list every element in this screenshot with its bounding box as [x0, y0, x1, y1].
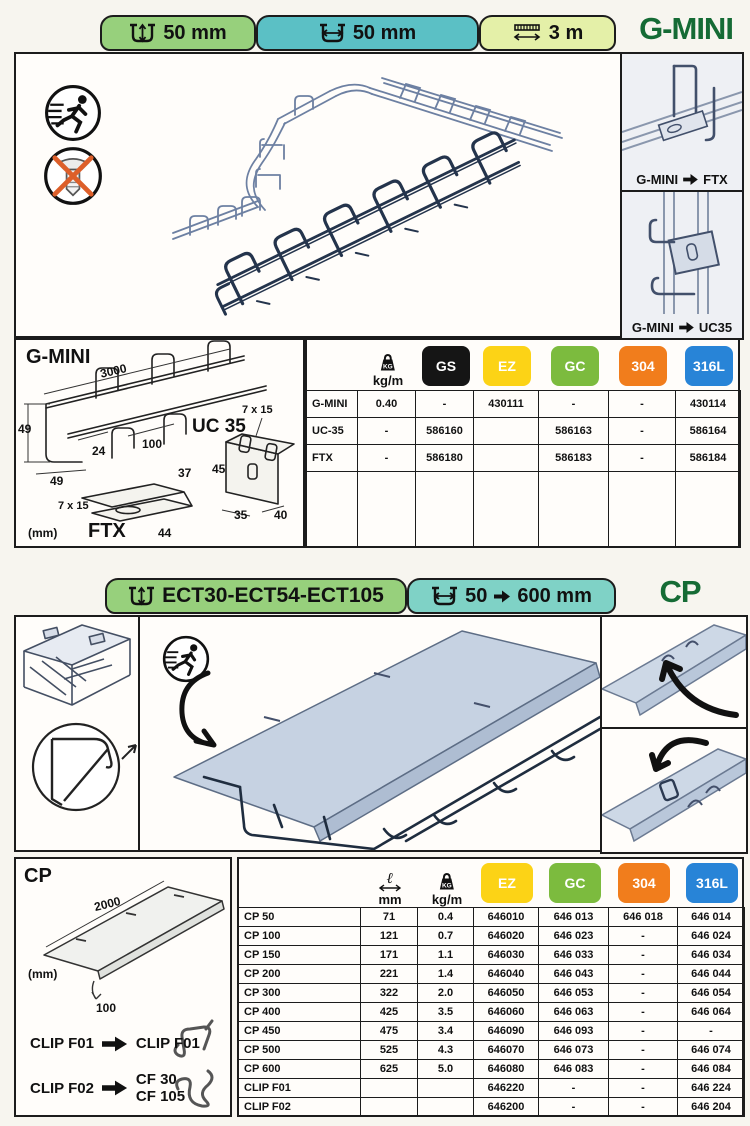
- cp-cover-detail-box: [14, 615, 140, 852]
- part-number-cell: -: [539, 391, 609, 418]
- tray-height-icon: [129, 22, 156, 44]
- table-row: [238, 965, 745, 984]
- cp-parts-table: [237, 857, 744, 1117]
- clip-f02-target-1: CF 30: [135, 1071, 177, 1088]
- material-badge-gc: GC: [551, 346, 599, 386]
- drawing-title: G-MINI: [26, 346, 91, 368]
- cp-clip-step1-box: [600, 615, 748, 729]
- part-number-cell: -: [416, 391, 474, 418]
- part-number-cell: -: [358, 418, 416, 445]
- table-row: [238, 1060, 745, 1079]
- part-number-cell: -: [539, 1079, 609, 1098]
- part-number-cell: 646 044: [678, 965, 745, 984]
- part-number-cell: 646220: [474, 1079, 539, 1098]
- part-number-cell: 646 224: [678, 1079, 745, 1098]
- part-number-cell: [474, 418, 539, 445]
- part-number-cell: -: [609, 1098, 678, 1117]
- part-number-cell: -: [678, 1022, 745, 1041]
- part-number-cell: 221: [361, 965, 418, 984]
- cp-clip-step2-drawing: [602, 729, 746, 852]
- part-number-cell: -: [609, 418, 676, 445]
- uc35-hole-dim: 7 x 15: [242, 404, 273, 416]
- unit-label: (mm): [28, 526, 58, 540]
- kg-header-label: kg/m: [431, 892, 463, 907]
- row-label: CP 200: [238, 965, 361, 984]
- cp-clip-step2-box: [600, 727, 748, 854]
- part-number-cell: -: [609, 965, 678, 984]
- material-badge-gc: GC: [549, 863, 601, 903]
- dim-49-left: 49: [18, 422, 32, 436]
- dim-100: 100: [96, 1001, 117, 1015]
- gmini-parts-table: [305, 338, 740, 548]
- row-label: CLIP F01: [238, 1079, 361, 1098]
- part-number-cell: 171: [361, 946, 418, 965]
- part-number-cell: 5.0: [418, 1060, 474, 1079]
- caption-left: G-MINI: [636, 172, 679, 187]
- row-label: UC-35: [306, 418, 358, 445]
- ftx-hole-dim: 7 x 15: [58, 500, 89, 512]
- part-number-cell: 646 013: [539, 908, 609, 927]
- material-badge-gs: GS: [422, 346, 470, 386]
- part-number-cell: 586184: [676, 445, 741, 472]
- part-number-cell: [474, 445, 539, 472]
- arrow-right-icon: [102, 1036, 128, 1052]
- spec-pill-length: [479, 15, 616, 51]
- kg-icon: [377, 352, 399, 373]
- harrow-icon: [378, 884, 402, 892]
- dim-100: 100: [142, 437, 163, 451]
- part-number-cell: 646 024: [678, 927, 745, 946]
- part-number-cell: 646 023: [539, 927, 609, 946]
- cp-cover-tray-drawing: [144, 617, 602, 850]
- clip-f01-label: CLIP F01: [30, 1035, 94, 1052]
- part-number-cell: -: [358, 445, 416, 472]
- part-number-cell: 646 074: [678, 1041, 745, 1060]
- cp-illustration-panel: [14, 615, 744, 852]
- part-number-cell: 646060: [474, 1003, 539, 1022]
- dim-45: 45: [212, 462, 226, 476]
- uc35-label: UC 35: [192, 416, 246, 437]
- part-number-cell: 646 063: [539, 1003, 609, 1022]
- part-number-cell: -: [609, 1003, 678, 1022]
- part-number-cell: 646 014: [678, 908, 745, 927]
- rotate-arrow: [182, 673, 214, 745]
- part-number-cell: 646 018: [609, 908, 678, 927]
- clip-f01-target: CLIP F01: [135, 1035, 200, 1052]
- part-number-cell: 1.4: [418, 965, 474, 984]
- table-row: [238, 984, 745, 1003]
- part-number-cell: 646 084: [678, 1060, 745, 1079]
- gmini-uc35-photo: [622, 192, 742, 338]
- dim-35: 35: [234, 508, 248, 522]
- part-number-cell: 430111: [474, 391, 539, 418]
- svg-text:KG: KG: [442, 882, 452, 890]
- arrow-right-icon: [683, 174, 698, 185]
- gmini-ftx-photo-box: [620, 52, 744, 192]
- part-number-cell: -: [609, 1041, 678, 1060]
- material-badge-316l: 316L: [685, 346, 733, 386]
- table-row: [238, 1022, 745, 1041]
- row-label: CP 50: [238, 908, 361, 927]
- dim-49-bottom: 49: [50, 474, 64, 488]
- unit-label: (mm): [28, 967, 58, 981]
- cp-parts-grid: [237, 907, 745, 1117]
- pill-label: ECT30-ECT54-ECT105: [162, 584, 384, 607]
- cp-section-title: CP: [659, 574, 701, 609]
- caption-right: FTX: [703, 172, 728, 187]
- table-row: [238, 1041, 745, 1060]
- part-number-cell: 322: [361, 984, 418, 1003]
- part-number-cell: 586160: [416, 418, 474, 445]
- row-label: CP 150: [238, 946, 361, 965]
- part-number-cell: 646010: [474, 908, 539, 927]
- part-number-cell: 625: [361, 1060, 418, 1079]
- gmini-uc35-photo-box: [620, 190, 744, 340]
- material-badge-304: 304: [618, 863, 670, 903]
- part-number-cell: 646 033: [539, 946, 609, 965]
- part-number-cell: 2.0: [418, 984, 474, 1003]
- part-number-cell: 0.40: [358, 391, 416, 418]
- part-number-cell: 646200: [474, 1098, 539, 1117]
- ftx-label: FTX: [88, 520, 126, 542]
- part-number-cell: [361, 1098, 418, 1117]
- part-number-cell: -: [609, 984, 678, 1003]
- pill-label: 50 mm: [352, 21, 417, 44]
- part-number-cell: 475: [361, 1022, 418, 1041]
- clip-f02-label: CLIP F02: [30, 1079, 94, 1097]
- spec-pill-width: [256, 15, 479, 51]
- part-number-cell: 71: [361, 908, 418, 927]
- part-number-cell: 0.7: [418, 927, 474, 946]
- gmini-tray-drawing: [90, 57, 620, 335]
- part-number-cell: 586180: [416, 445, 474, 472]
- part-number-cell: [418, 1098, 474, 1117]
- row-label: CLIP F02: [238, 1098, 361, 1117]
- material-badge-316l: 316L: [686, 863, 738, 903]
- dim-2000: 2000: [92, 893, 122, 915]
- table-row: [238, 1079, 745, 1098]
- gmini-section-title: G-MINI: [639, 11, 733, 46]
- part-number-cell: -: [609, 391, 676, 418]
- material-badge-ez: EZ: [481, 863, 533, 903]
- table-row: [306, 418, 741, 445]
- part-number-cell: -: [609, 445, 676, 472]
- caption-right: UC35: [698, 320, 733, 335]
- part-number-cell: 586183: [539, 445, 609, 472]
- length-icon: [512, 23, 542, 43]
- row-label: G-MINI: [306, 391, 358, 418]
- gmini-parts-grid: [305, 390, 741, 548]
- part-number-cell: 646030: [474, 946, 539, 965]
- gmini-ftx-photo: [622, 54, 742, 190]
- table-row: [238, 908, 745, 927]
- empty-row: [306, 472, 741, 548]
- table-row: [238, 1003, 745, 1022]
- arrow-right-icon: [679, 322, 694, 333]
- part-number-cell: 1.1: [418, 946, 474, 965]
- kg-header-label: kg/m: [372, 373, 404, 388]
- part-number-cell: 646 204: [678, 1098, 745, 1117]
- tray-width-icon: [431, 585, 458, 607]
- row-label: CP 600: [238, 1060, 361, 1079]
- clip-f01-row: [30, 1035, 200, 1052]
- table-row: [238, 946, 745, 965]
- arrow-right-icon: [102, 1080, 128, 1096]
- caption-left: G-MINI: [631, 320, 674, 335]
- part-number-cell: 0.4: [418, 908, 474, 927]
- length-header: [378, 861, 402, 907]
- svg-text:KG: KG: [383, 363, 393, 371]
- part-number-cell: 646040: [474, 965, 539, 984]
- part-number-cell: 646 064: [678, 1003, 745, 1022]
- table-row: [306, 391, 741, 418]
- part-number-cell: 646 083: [539, 1060, 609, 1079]
- part-number-cell: -: [609, 927, 678, 946]
- row-label: CP 450: [238, 1022, 361, 1041]
- table-row: [306, 445, 741, 472]
- part-number-cell: -: [609, 1079, 678, 1098]
- row-label: CP 400: [238, 1003, 361, 1022]
- part-number-cell: 646 043: [539, 965, 609, 984]
- part-number-cell: 646090: [474, 1022, 539, 1041]
- part-number-cell: [418, 1079, 474, 1098]
- arrow-right-icon: [494, 590, 510, 603]
- row-label: CP 300: [238, 984, 361, 1003]
- part-number-cell: 646 073: [539, 1041, 609, 1060]
- clip-f02-target-2: CF 105: [135, 1088, 186, 1106]
- mm-header-label: mm: [378, 892, 402, 907]
- part-number-cell: 646 054: [678, 984, 745, 1003]
- part-number-cell: 646070: [474, 1041, 539, 1060]
- gmini-dimension-box: [14, 338, 305, 548]
- pill-label-prefix: 50: [465, 584, 488, 607]
- row-label: CP 100: [238, 927, 361, 946]
- part-number-cell: -: [609, 946, 678, 965]
- length-glyph: ℓ: [386, 869, 394, 887]
- spec-pill-height: [100, 15, 256, 51]
- material-badge-ez: EZ: [483, 346, 531, 386]
- drawing-title: CP: [24, 865, 52, 887]
- weight-header: [432, 861, 462, 907]
- dim-44: 44: [158, 526, 172, 540]
- tray-width-icon: [319, 22, 346, 44]
- part-number-cell: 4.3: [418, 1041, 474, 1060]
- cp-dimension-box: [14, 857, 232, 1117]
- part-number-cell: 3.4: [418, 1022, 474, 1041]
- pill-label: 50 mm: [163, 21, 227, 44]
- part-number-cell: 646020: [474, 927, 539, 946]
- gmini-illustration-panel: [14, 52, 740, 338]
- part-number-cell: 646080: [474, 1060, 539, 1079]
- table-row: [238, 927, 745, 946]
- part-number-cell: 646 053: [539, 984, 609, 1003]
- dim-37: 37: [178, 466, 192, 480]
- pill-label-suffix: 600 mm: [517, 584, 592, 607]
- part-number-cell: -: [539, 1098, 609, 1117]
- part-number-cell: -: [609, 1022, 678, 1041]
- part-number-cell: 3.5: [418, 1003, 474, 1022]
- clip-f02-row: [30, 1071, 185, 1106]
- photo-caption: [622, 320, 742, 335]
- part-number-cell: 121: [361, 927, 418, 946]
- dim-24: 24: [92, 444, 106, 458]
- cp-cover-detail-drawing: [16, 617, 138, 850]
- part-number-cell: -: [609, 1060, 678, 1079]
- material-badge-304: 304: [619, 346, 667, 386]
- part-number-cell: [361, 1079, 418, 1098]
- part-number-cell: 425: [361, 1003, 418, 1022]
- tray-height-icon: [128, 585, 155, 607]
- part-number-cell: 586163: [539, 418, 609, 445]
- part-number-cell: 430114: [676, 391, 741, 418]
- dim-3000: 3000: [98, 361, 128, 381]
- cp-clip-step1-drawing: [602, 617, 746, 727]
- spec-pill-width-cp: [407, 578, 616, 614]
- dim-40: 40: [274, 508, 288, 522]
- spec-pill-height-cp: [105, 578, 407, 614]
- weight-header: [373, 344, 403, 388]
- part-number-cell: 525: [361, 1041, 418, 1060]
- part-number-cell: 646 034: [678, 946, 745, 965]
- row-label: CP 500: [238, 1041, 361, 1060]
- part-number-cell: 646050: [474, 984, 539, 1003]
- photo-caption: [622, 172, 742, 187]
- table-row: [238, 1098, 745, 1117]
- part-number-cell: 586164: [676, 418, 741, 445]
- row-label: FTX: [306, 445, 358, 472]
- part-number-cell: 646 093: [539, 1022, 609, 1041]
- kg-icon: [436, 871, 458, 892]
- pill-label: 3 m: [548, 21, 584, 44]
